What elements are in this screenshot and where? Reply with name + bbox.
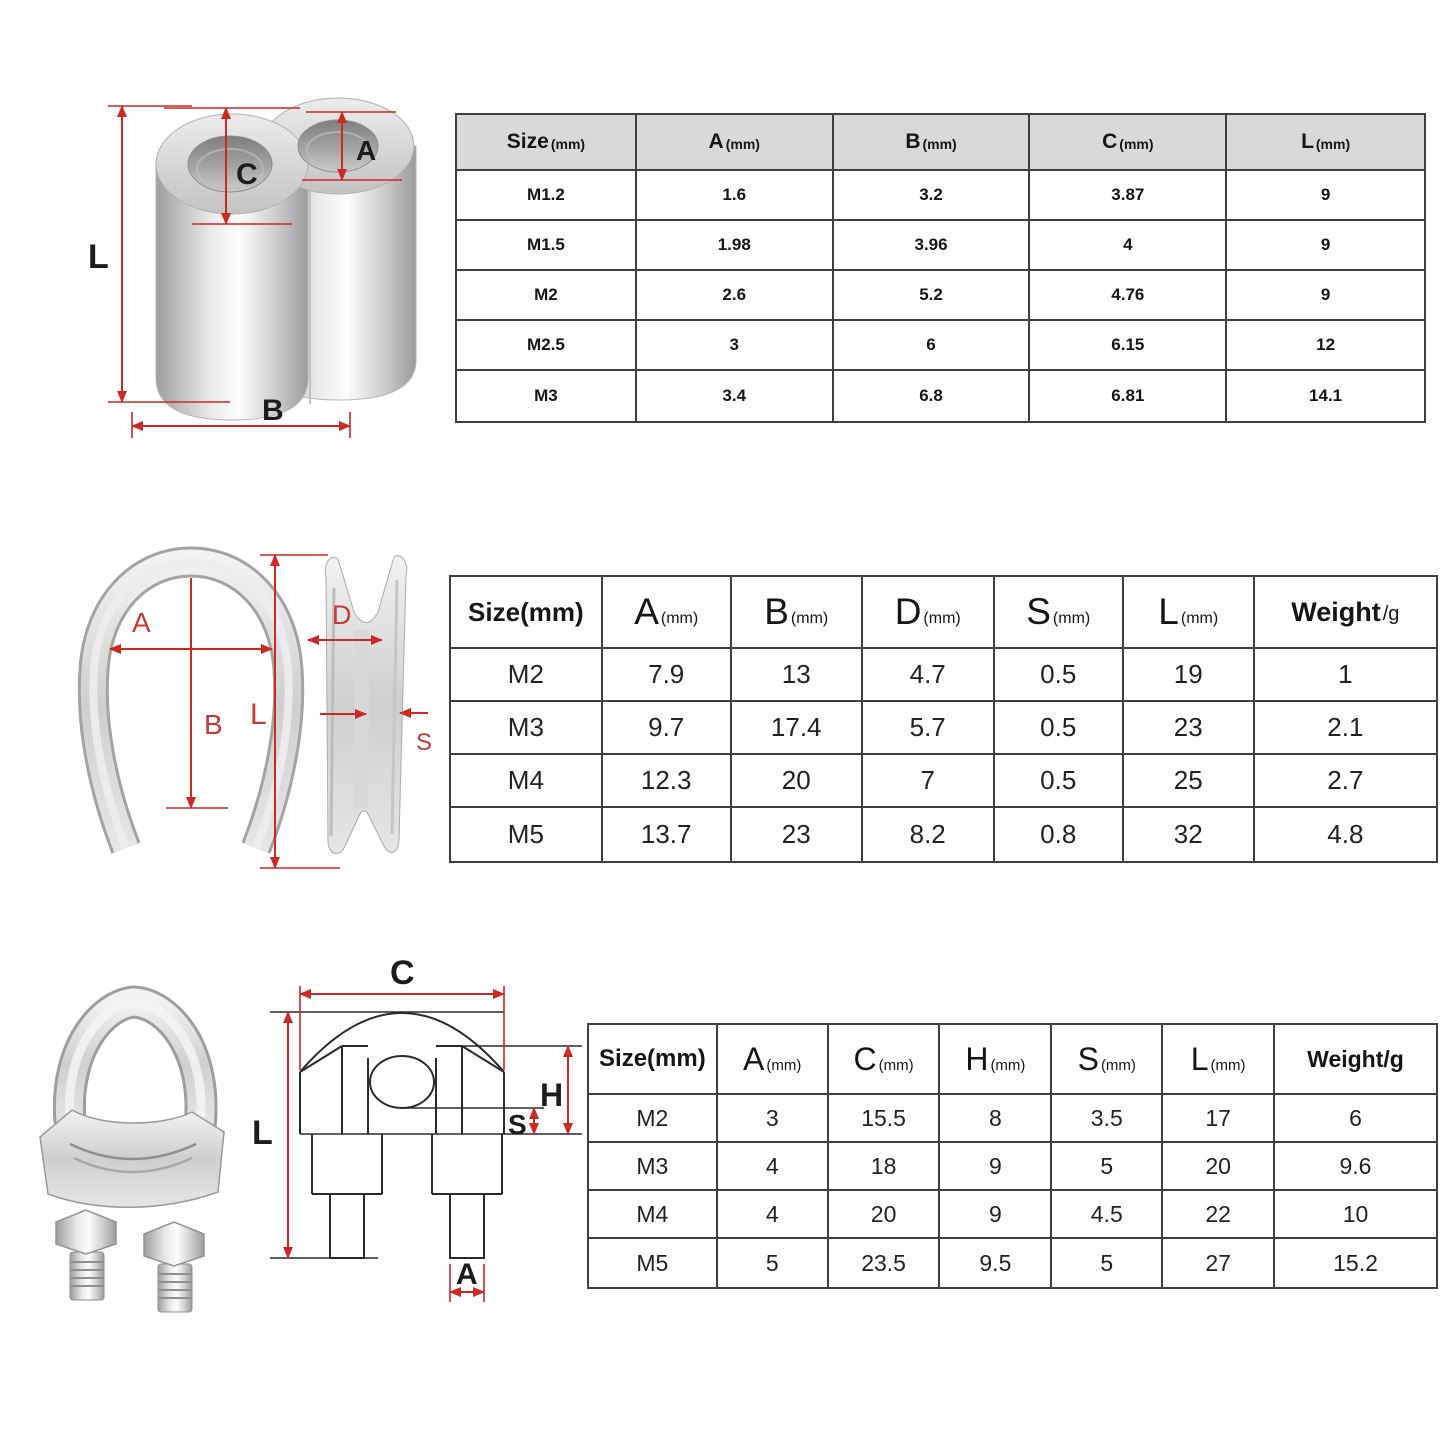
sleeve-label-b: B [262,394,284,427]
clip-stud-right [158,1264,192,1312]
value-cell: 3 [718,1095,829,1141]
clip-nut-left [56,1210,116,1254]
value-cell: 20 [732,755,863,806]
value-cell: 6.15 [1030,321,1227,369]
table-row [451,755,1436,808]
size-cell: M4 [451,755,603,806]
column-header: Weight /g [1291,596,1400,627]
sleeve-photo [156,98,416,420]
value-cell: 9 [1320,285,1331,304]
value-cell: 3.2 [834,171,1031,219]
column-header: S (mm) [1052,1025,1163,1093]
value-cell: 6 [834,321,1031,369]
value-cell: 3.4 [637,371,834,421]
sleeve-label-a: A [356,135,377,166]
column-header: B (mm) [732,577,863,647]
value-cell: 8 [940,1095,1052,1141]
thimble-dimension-table [449,575,1438,863]
value-cell: 1 [1338,659,1353,689]
clip-label-c: C [390,954,415,992]
column-header: Weight/g [1307,1045,1404,1072]
value-cell: 4 [1030,221,1227,269]
value-cell: 32 [1124,808,1255,861]
column-header: Size (mm) [457,115,637,169]
size-cell: M3 [451,702,603,753]
value-cell: 23 [732,808,863,861]
value-cell: 4.5 [1052,1191,1163,1237]
value-cell: 15.5 [829,1095,941,1141]
value-cell: 12.3 [603,755,732,806]
sleeve-dimension-table [455,113,1426,423]
value-cell: 7 [863,755,995,806]
value-cell: 18 [829,1143,941,1189]
thimble-diagram [28,518,458,898]
value-cell: 5 [718,1239,829,1287]
value-cell: 22 [1163,1191,1275,1237]
value-cell: 8.2 [863,808,995,861]
value-cell: 9 [1320,185,1331,204]
value-cell: 5 [1052,1239,1163,1287]
value-cell: 12 [1316,335,1336,354]
sleeve-label-c: C [236,158,258,191]
table-row [457,171,1424,221]
value-cell: 9.7 [603,702,732,753]
size-cell: M5 [451,808,603,861]
clip-dimension-table [587,1023,1438,1289]
value-cell: 7.9 [603,649,732,700]
thimble-label-s: S [416,729,433,756]
value-cell: 2.7 [1327,765,1364,795]
value-cell: 6.81 [1030,371,1227,421]
value-cell: 2.1 [1327,712,1364,742]
value-cell: 5.2 [834,271,1031,319]
table-row [457,221,1424,271]
value-cell: 2.6 [637,271,834,319]
column-header: L (mm) [1124,577,1255,647]
column-header: Size(mm) [451,577,603,647]
value-cell: 3.5 [1052,1095,1163,1141]
value-cell: 17 [1163,1095,1275,1141]
clip-nut-right [144,1222,204,1266]
size-cell: M3 [457,371,637,421]
table-row [457,321,1424,371]
value-cell: 6 [1349,1104,1362,1131]
value-cell: 1.98 [637,221,834,269]
value-cell: 20 [829,1191,941,1237]
value-cell: 3.87 [1030,171,1227,219]
value-cell: 3 [637,321,834,369]
value-cell: 14.1 [1309,386,1343,405]
value-cell: 23.5 [829,1239,941,1287]
table-row [457,371,1424,421]
size-cell: M2 [589,1095,718,1141]
table-header-row [589,1025,1436,1095]
size-cell: M2 [451,649,603,700]
value-cell: 25 [1124,755,1255,806]
table-header-row [451,577,1436,649]
dimension-L [252,1012,378,1258]
thimble-label-l: L [250,698,267,731]
size-cell: M5 [589,1239,718,1287]
value-cell: 27 [1163,1239,1275,1287]
value-cell: 17.4 [732,702,863,753]
value-cell: 19 [1124,649,1255,700]
clip-label-l: L [252,1114,273,1152]
thimble-label-a: A [132,607,151,638]
value-cell: 0.8 [995,808,1124,861]
table-row [451,649,1436,702]
dimension-A [450,1258,484,1302]
value-cell: 0.5 [995,755,1124,806]
sleeve-diagram [80,82,460,442]
column-header: A (mm) [718,1025,829,1093]
clip-diagram [12,942,590,1372]
thimble-label-b: B [204,709,223,740]
value-cell: 4.76 [1030,271,1227,319]
column-header: C (mm) [829,1025,941,1093]
clip-label-s: S [508,1109,527,1140]
table-row [589,1239,1436,1287]
size-cell: M3 [589,1143,718,1189]
column-header: B (mm) [834,115,1031,169]
size-cell: M1.5 [457,221,637,269]
clip-label-a: A [456,1258,478,1291]
size-cell: M4 [589,1191,718,1237]
value-cell: 0.5 [995,649,1124,700]
dimension-B [166,578,228,808]
size-cell: M2.5 [457,321,637,369]
column-header: S (mm) [995,577,1124,647]
value-cell: 5 [1052,1143,1163,1189]
table-row [451,808,1436,861]
column-header: L (mm) [1163,1025,1275,1093]
table-row [589,1095,1436,1143]
dimension-S [508,1108,534,1140]
value-cell: 3.96 [834,221,1031,269]
value-cell: 6.8 [834,371,1031,421]
value-cell: 9 [1320,235,1331,254]
table-row [589,1191,1436,1239]
value-cell: 5.7 [863,702,995,753]
column-header: D (mm) [863,577,995,647]
clip-label-h: H [540,1077,564,1113]
sleeve-label-l: L [88,238,109,276]
value-cell: 13 [732,649,863,700]
dimension-H [540,1046,568,1134]
value-cell: 1.6 [637,171,834,219]
value-cell: 4.7 [863,649,995,700]
column-header: H (mm) [940,1025,1052,1093]
clip-photo [40,1002,224,1312]
size-cell: M1.2 [457,171,637,219]
column-header: C (mm) [1030,115,1227,169]
size-cell: M2 [457,271,637,319]
table-row [451,702,1436,755]
value-cell: 13.7 [603,808,732,861]
column-header: A (mm) [603,577,732,647]
value-cell: 10 [1342,1200,1369,1227]
value-cell: 15.2 [1333,1249,1378,1276]
value-cell: 4 [718,1143,829,1189]
value-cell: 4.8 [1327,819,1364,849]
column-header: L (mm) [1301,130,1351,153]
value-cell: 9 [940,1143,1052,1189]
table-row [589,1143,1436,1191]
value-cell: 4 [718,1191,829,1237]
value-cell: 23 [1124,702,1255,753]
clip-stud-left [70,1252,104,1300]
value-cell: 9.6 [1339,1152,1372,1179]
value-cell: 9.5 [940,1239,1052,1287]
column-header: A (mm) [637,115,834,169]
value-cell: 0.5 [995,702,1124,753]
value-cell: 9 [940,1191,1052,1237]
thimble-label-d: D [332,600,352,630]
table-row [457,271,1424,321]
table-header-row [457,115,1424,171]
sleeve-hole-left [188,136,272,192]
value-cell: 20 [1163,1143,1275,1189]
clip-line-drawing [270,1012,582,1258]
column-header: Size(mm) [589,1025,718,1093]
